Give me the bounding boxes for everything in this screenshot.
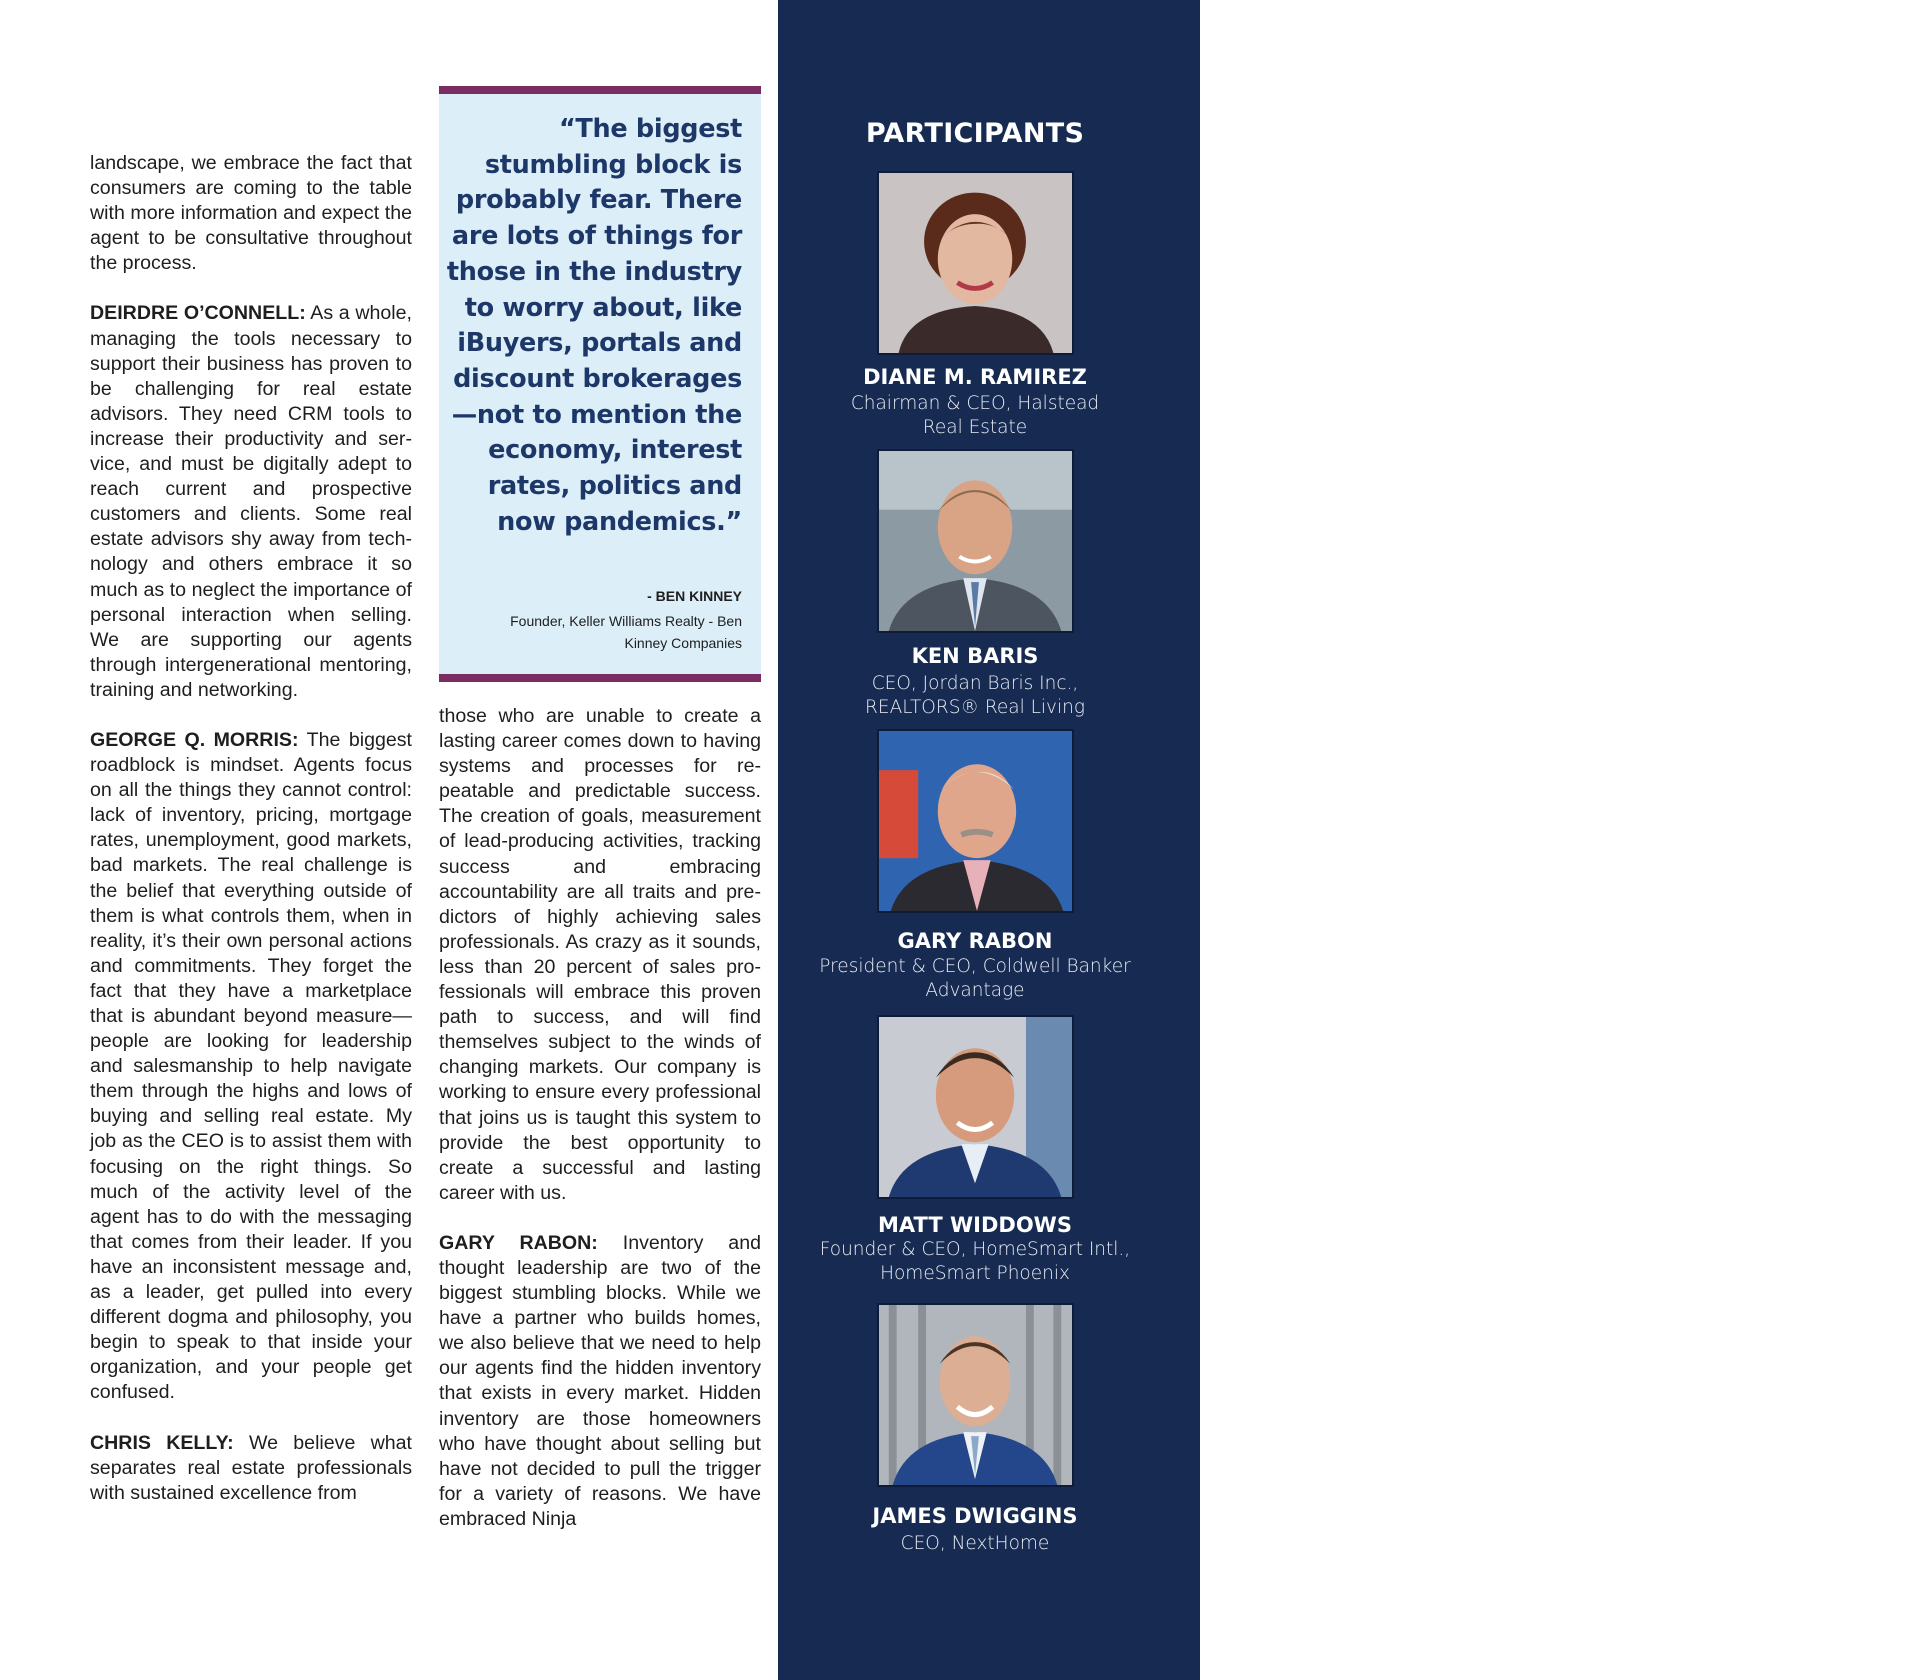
portrait-man-icon xyxy=(877,449,1074,633)
footer-section: REAL ESTATE xyxy=(1733,1649,1829,1665)
participant-title: Chairman & CEO, Halstead Real Estate xyxy=(850,393,1100,438)
paragraph: CHRIS KELLY: We believe what separates real estate professionals with sustained excellence from xyxy=(90,1431,413,1504)
speaker-name: CHRIS KELLY: xyxy=(90,1431,234,1454)
portrait-woman-icon xyxy=(877,171,1074,355)
participant-name: GARY RABON xyxy=(897,929,1053,953)
speaker-name: DEIRDRE O’CONNELL: xyxy=(90,302,306,325)
footer-issue: April 2020 xyxy=(1832,1649,1896,1665)
participant-name: MATT WIDDOWS xyxy=(878,1213,1072,1237)
participant-name: KEN BARIS xyxy=(911,644,1039,668)
participant-title: CEO, Jordan Baris Inc., REALTORS® Real Living xyxy=(865,673,1085,718)
paragraph: landscape, we embrace the fact that consumers are coming to the table with more information and expect the agent to be consultative throughout the process. xyxy=(90,152,412,275)
speaker-name: GARY RABON: xyxy=(439,1231,598,1254)
portrait-man-icon xyxy=(877,1303,1074,1487)
participant-title: CEO, NextHome xyxy=(900,1533,1050,1554)
paragraph: DEIRDRE O’CONNELL: As a whole, managing the tools necessary to support their business has proven to be challenging for real estate advisors. They need CRM tools to increase their productivity and service, and must be digitally adept to reach current and prospective customers and clients. Some real estate advisors shy away from technology and others embrace it so much as to neglect the importance of personal interaction when selling. We are supporting our agents through intergenerational mentoring, training and networking. xyxy=(90,302,412,701)
pull-quote-attribution-role: Founder, Keller Williams Realty - Ben Kinney Companies xyxy=(510,613,742,651)
participants-sidebar xyxy=(778,0,1919,1680)
pull-quote-box xyxy=(439,86,761,682)
participant-name: JAMES DWIGGINS xyxy=(872,1504,1078,1528)
sidebar-title: PARTICIPANTS xyxy=(865,118,1085,149)
paragraph: GEORGE Q. MORRIS: The biggest roadblock is mindset. Agents focus on all the things they cannot control: lack of inventory, pricing, mortgage rates, unemployment, good markets, bad markets. The real challenge is the belief that everything outside of them is what controls them, when in reality, it’s their own personal actions and commitments. They forget the fact that they have a marketplace that is abundant beyond measure—people are looking for leadership and salesmanship to help navigate them through the highs and lows of buying and selling real estate. My job as the CEO is to assist them with focusing on the right things. So much of the activity level of the agent has to do with the messaging that comes from their leader. If you have an inconsistent message and, as a leader, get pulled into every different dogma and philosophy, you begin to speak to that inside your organization, and your people get confused. xyxy=(90,728,413,1404)
portrait-man-icon xyxy=(877,729,1074,913)
pull-quote-text: “The biggest stumbling block is probably fear. There are lots of things for those in the industry to worry about, like iBuyers, portals and discount brokerages—not to mention the economy, interest rates, politics and now pandemics.” xyxy=(446,114,742,537)
page-number: 63 xyxy=(1903,1649,1919,1665)
footer-publication: RISMedia’s xyxy=(1658,1649,1730,1665)
portrait-man-icon xyxy=(877,1015,1074,1199)
participant-title: Founder & CEO, HomeSmart Intl., HomeSmart Phoenix xyxy=(819,1239,1131,1284)
left-text-column xyxy=(90,151,412,1506)
participant-title: President & CEO, Coldwell Banker Advantage xyxy=(819,956,1131,1001)
middle-text-column xyxy=(439,704,761,1532)
participant-name: DIANE M. RAMIREZ xyxy=(863,365,1087,389)
paragraph: those who are unable to create a lasting career comes down to having systems and processes for repeatable and predictable success. The creation of goals, measurement of lead-producing activities, tracking success and embracing accountability are all traits and predictors of highly achieving sales professionals. As crazy as it sounds, less than 20 percent of sales professionals will embrace this proven path to success, and will find themselves subject to the winds of changing markets. Our company is working to ensure every professional that joins us is taught this system to provide the best opportunity to create a successful and lasting career with us. xyxy=(439,705,761,1204)
speaker-name: GEORGE Q. MORRIS: xyxy=(90,728,299,751)
paragraph: GARY RABON: Inventory and thought leadership are two of the biggest stumbling blocks. While we have a partner who builds homes, we also believe that we need to help our agents find the hidden inventory that exists in every market. Hidden inventory are those homeowners who have thought about selling but have not decided to pull the trigger for a variety of reasons. We have embraced Ninja xyxy=(439,1231,761,1530)
pull-quote-attribution-name: - BEN KINNEY xyxy=(647,588,742,604)
page-footer xyxy=(1658,1649,1923,1665)
